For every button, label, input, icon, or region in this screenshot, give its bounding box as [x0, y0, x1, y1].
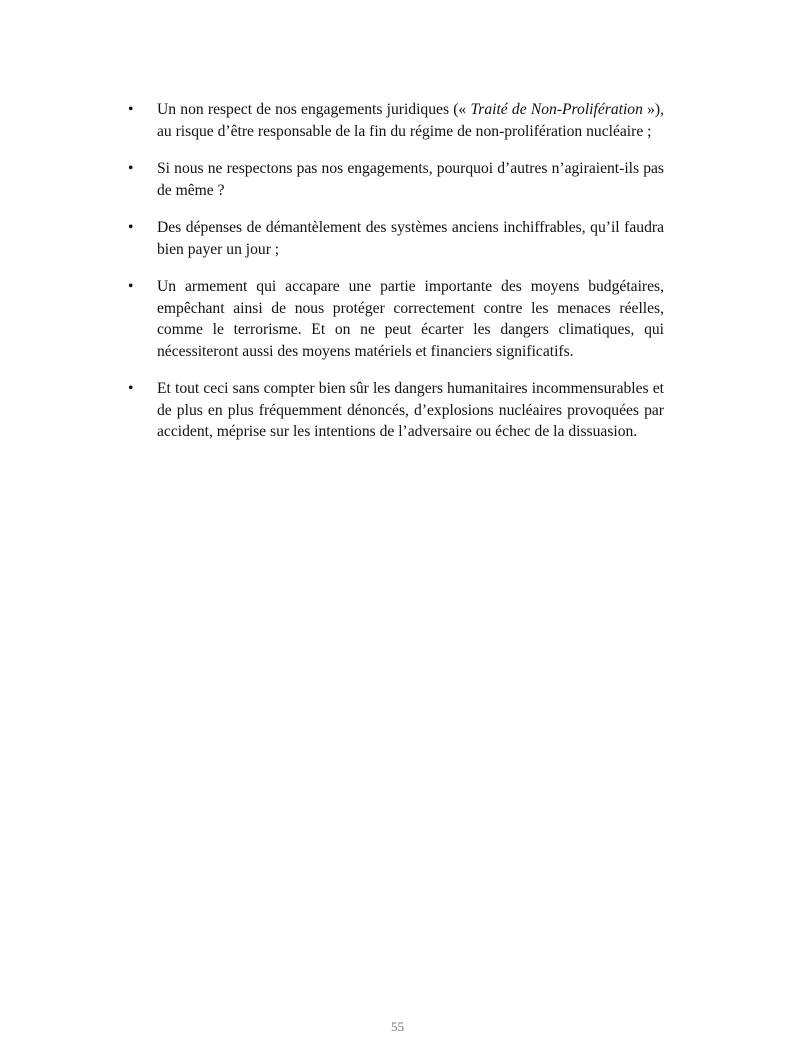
list-item-text: Des dépenses de démantèlement des systèmes anciens inchiffrables, qu’il faudra bien payer un jour ; [157, 219, 664, 258]
bullet-glyph: • [128, 278, 134, 295]
list-item-text-end: »), au risque d’être responsable de la fin du régime de non-prolifération nucléaire ; [157, 101, 664, 140]
treaty-title: Traité de Non-Prolifération [470, 101, 643, 118]
list-item [128, 99, 664, 142]
bullet-glyph: • [128, 219, 134, 236]
list-item [128, 158, 664, 201]
list-item-text: Et tout ceci sans compter bien sûr les dangers humanitaires incommensurables et de plus en plus fréquemment dénoncés, d’explosions nucléaires provoquées par accident, méprise sur les intentions de l’adversaire ou échec de la dissuasion. [157, 380, 664, 440]
list-item [128, 217, 664, 260]
list-item-text: Si nous ne respectons pas nos engagements, pourquoi d’autres n’agiraient-ils pas de même ? [157, 160, 664, 199]
list-item [128, 276, 664, 362]
list-item [128, 378, 664, 443]
bullet-glyph: • [128, 101, 134, 118]
bullet-glyph: • [128, 160, 134, 177]
bullet-glyph: • [128, 380, 134, 397]
list-item-text: Un armement qui accapare une partie importante des moyens budgétaires, empêchant ainsi de nous protéger correctement contre les menaces réelles, comme le terrorisme. Et on ne peut écarter les dangers climatiques, qui nécessiteront aussi des moyens matériels et financiers significatifs. [157, 278, 664, 360]
list-item-text-start: Un non respect de nos engagements juridiques (« [157, 101, 471, 118]
bullet-list [128, 99, 664, 459]
page-number: 55 [391, 1019, 404, 1034]
